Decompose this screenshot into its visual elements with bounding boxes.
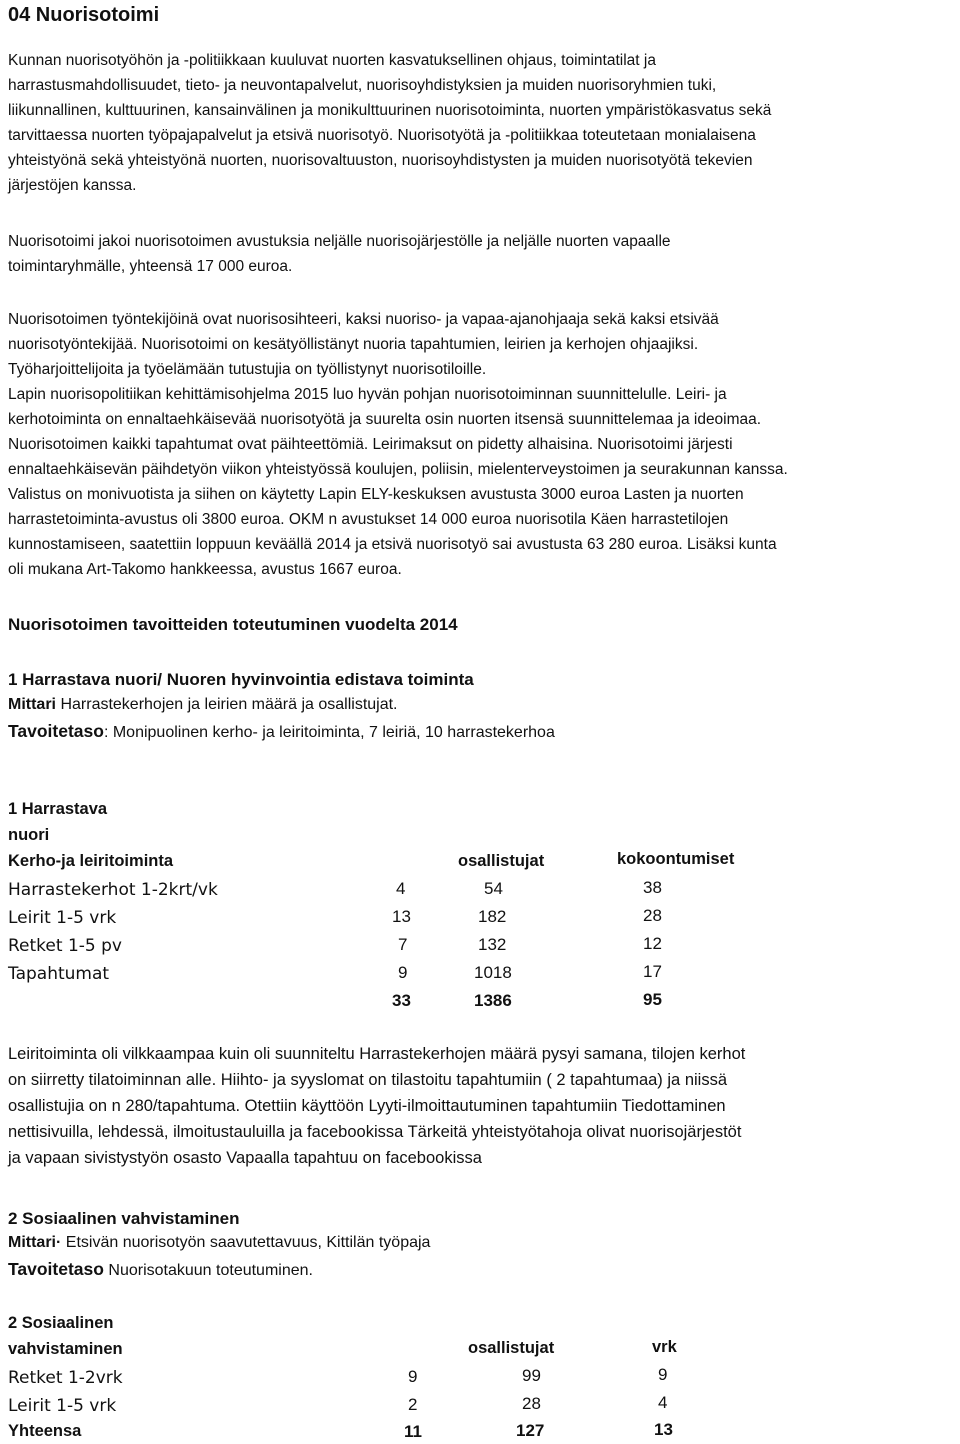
text-line: Työharjoittelijoita ja työelämään tutustujia on työllistynyt nuorisotiloille. bbox=[8, 361, 487, 378]
table1-col-label: Kerho-ja leiritoiminta bbox=[8, 852, 174, 870]
goals-title: Nuorisotoimen tavoitteiden toteutuminen vuodelta 2014 bbox=[8, 615, 458, 634]
total-count: 11 bbox=[404, 1422, 422, 1441]
goal1-meter bbox=[8, 696, 398, 714]
text-line: Kunnan nuorisotyöhön ja -politiikkaan kuuluvat nuorten kasvatuksellinen ohjaus, toimintatilat ja bbox=[8, 52, 656, 69]
text-line: järjestöjen kanssa. bbox=[8, 177, 137, 194]
text-line: nuorisotyöntekijää. Nuorisotoimi on kesätyöllistänyt nuoria tapahtumien, leirien ja kerhojen ohjaajiksi. bbox=[8, 336, 699, 353]
row-participants: 99 bbox=[522, 1366, 541, 1385]
goal1-target-label: Tavoitetaso bbox=[8, 721, 104, 741]
table1-col-meetings: kokoontumiset bbox=[617, 850, 735, 868]
text-line: ennaltaehkäisevän päihdetyön viikon yhteistyössä koulujen, poliisin, mielenterveystoimen ja seurakunnan kanssa. bbox=[8, 461, 788, 478]
total-participants: 127 bbox=[516, 1421, 545, 1440]
text-line: Nuorisotoimen kaikki tapahtumat ovat päihteettömiä. Leirimaksut on pidetty alhaisina. Nuorisotoimi järjesti bbox=[8, 436, 733, 453]
goal2-meter bbox=[8, 1234, 430, 1252]
text-line: Nuorisotoimi jakoi nuorisotoimen avustuksia neljälle nuorisojärjestölle ja neljälle nuorten vapaalle bbox=[8, 233, 671, 250]
text-line: kerhotoiminta on ennaltaehkäisevää nuorisotyötä ja suurelta osin nuorten itsensä suunnittelemaa ja ideoimaa. bbox=[8, 411, 762, 428]
row-count: 9 bbox=[398, 963, 408, 982]
row-count: 13 bbox=[392, 907, 411, 926]
table2-col-days: vrk bbox=[652, 1338, 677, 1356]
row-label: Harrastekerhot 1-2krt/vk bbox=[8, 880, 218, 900]
goal1-meter-text: Harrastekerhojen ja leirien määrä ja osallistujat. bbox=[60, 696, 398, 713]
text-line: nettisivuilla, lehdessä, ilmoitustauluilla ja facebookissa Tärkeitä yhteistyötahoja olivat nuorisojärjestöt bbox=[8, 1123, 742, 1141]
row-participants: 132 bbox=[478, 935, 507, 954]
text-line: Nuorisotoimen työntekijöinä ovat nuorisosihteeri, kaksi nuoriso- ja vapaa-ajanohjaaja sekä kaksi etsivää bbox=[8, 311, 719, 328]
row-participants: 182 bbox=[478, 907, 507, 926]
grants-paragraph bbox=[8, 229, 953, 279]
table2-title-line2: vahvistaminen bbox=[8, 1340, 123, 1358]
goal2-target-label: Tavoitetaso bbox=[8, 1259, 104, 1279]
text-line: tarvittaessa nuorten työpajapalvelut ja etsivä nuorisotyö. Nuorisotyötä ja -politiikkaa toteutetaan monialaisena bbox=[8, 127, 756, 144]
text-line: Leiritoiminta oli vilkkaampaa kuin oli suunniteltu Harrastekerhojen määrä pysyi samana, tilojen kerhot bbox=[8, 1045, 746, 1063]
text-line: osallistujia on n 280/tapahtuma. Otettiin käyttöön Lyyti-ilmoittautuminen tapahtumiin Tiedottaminen bbox=[8, 1097, 726, 1115]
row-meetings: 28 bbox=[643, 906, 662, 925]
text-line: liikunnallinen, kulttuurinen, kansainvälinen ja monikulttuurinen nuorisotoiminta, nuorten ympäristökasvatus sekä bbox=[8, 102, 772, 119]
total-meetings: 95 bbox=[643, 990, 662, 1009]
text-line: Valistus on monivuotista ja siihen on käytetty Lapin ELY-keskuksen avustusta 3000 euroa Lasten ja nuorten bbox=[8, 486, 744, 503]
text-line: oli mukana Art-Takomo hankkeessa, avustus 1667 euroa. bbox=[8, 561, 402, 578]
row-participants: 1018 bbox=[474, 963, 512, 982]
total-count: 33 bbox=[392, 991, 411, 1010]
text-line: toimintaryhmälle, yhteensä 17 000 euroa. bbox=[8, 258, 293, 275]
row-label: Tapahtumat bbox=[8, 964, 110, 984]
goal1-meter-label: Mittari bbox=[8, 696, 56, 713]
goal1-title: 1 Harrastava nuori/ Nuoren hyvinvointia edistava toiminta bbox=[8, 670, 474, 689]
total-label: Yhteensa bbox=[8, 1422, 82, 1440]
row-participants: 28 bbox=[522, 1394, 541, 1413]
goal2-meter-label: Mittari· bbox=[8, 1234, 62, 1251]
table1-title-line1: 1 Harrastava bbox=[8, 800, 108, 818]
table1-col-participants: osallistujat bbox=[458, 852, 545, 870]
row-days: 9 bbox=[658, 1365, 668, 1384]
goal2-meter-text: Etsivän nuorisotyön saavutettavuus, Kittilän työpaja bbox=[65, 1234, 431, 1251]
goal2-target bbox=[8, 1259, 313, 1280]
row-meetings: 12 bbox=[643, 934, 662, 953]
row-label: Leirit 1-5 vrk bbox=[8, 908, 117, 928]
table2-col-participants: osallistujat bbox=[468, 1339, 555, 1357]
table1-title-line2: nuori bbox=[8, 826, 50, 844]
goal2-target-text: Nuorisotakuun toteutuminen. bbox=[108, 1262, 313, 1279]
row-days: 4 bbox=[658, 1393, 668, 1412]
goal1-target-text: : Monipuolinen kerho- ja leiritoiminta, 7 leiriä, 10 harrastekerhoa bbox=[103, 724, 555, 741]
table2-title-line1: 2 Sosiaalinen bbox=[8, 1314, 114, 1332]
total-participants: 1386 bbox=[474, 991, 512, 1010]
row-label: Retket 1-5 pv bbox=[8, 936, 122, 956]
text-line: kunnostamiseen, saatettiin loppuun keväällä 2014 ja etsivä nuorisotyö sai avustusta 63 280 euroa. Lisäksi kunta bbox=[8, 536, 777, 553]
page-heading: 04 Nuorisotoimi bbox=[8, 4, 160, 26]
row-participants: 54 bbox=[484, 879, 503, 898]
row-label: Retket 1-2vrk bbox=[8, 1368, 123, 1388]
row-count: 9 bbox=[408, 1367, 418, 1386]
goal2-title: 2 Sosiaalinen vahvistaminen bbox=[8, 1209, 240, 1228]
row-count: 4 bbox=[396, 879, 406, 898]
row-meetings: 38 bbox=[643, 878, 662, 897]
text-line: harrastusmahdollisuudet, tieto- ja neuvontapalvelut, nuorisoyhdistyksien ja muiden nuorisoryhmien tuki, bbox=[8, 77, 717, 94]
row-count: 7 bbox=[398, 935, 408, 954]
text-line: ja vapaan sivistystyön osasto Vapaalla tapahtuu on facebookissa bbox=[8, 1149, 482, 1167]
goal1-target bbox=[8, 721, 555, 742]
text-line: Lapin nuorisopolitiikan kehittämisohjelma 2015 luo hyvän pohjan nuorisotoiminnan suunnittelulle. Leiri- ja bbox=[8, 386, 727, 403]
intro-paragraph bbox=[8, 48, 953, 198]
staff-paragraph bbox=[8, 307, 953, 582]
row-meetings: 17 bbox=[643, 962, 662, 981]
row-count: 2 bbox=[408, 1395, 418, 1414]
total-days: 13 bbox=[654, 1420, 673, 1439]
text-line: on siirretty tilatoiminnan alle. Hiihto- ja syyslomat on tilastoitu tapahtumiin ( 2 tapahtumaa) ja niissä bbox=[8, 1071, 727, 1089]
text-line: harrastetoiminta-avustus oli 3800 euroa. OKM n avustukset 14 000 euroa nuorisotila Käen harrastetilojen bbox=[8, 511, 729, 528]
row-label: Leirit 1-5 vrk bbox=[8, 1396, 117, 1416]
text-line: yhteistyönä sekä yhteistyönä nuorten, nuorisovaltuuston, nuorisoyhdistysten ja muiden nuorisotyötä tekevien bbox=[8, 152, 753, 169]
evaluation-paragraph-1 bbox=[8, 1041, 953, 1171]
